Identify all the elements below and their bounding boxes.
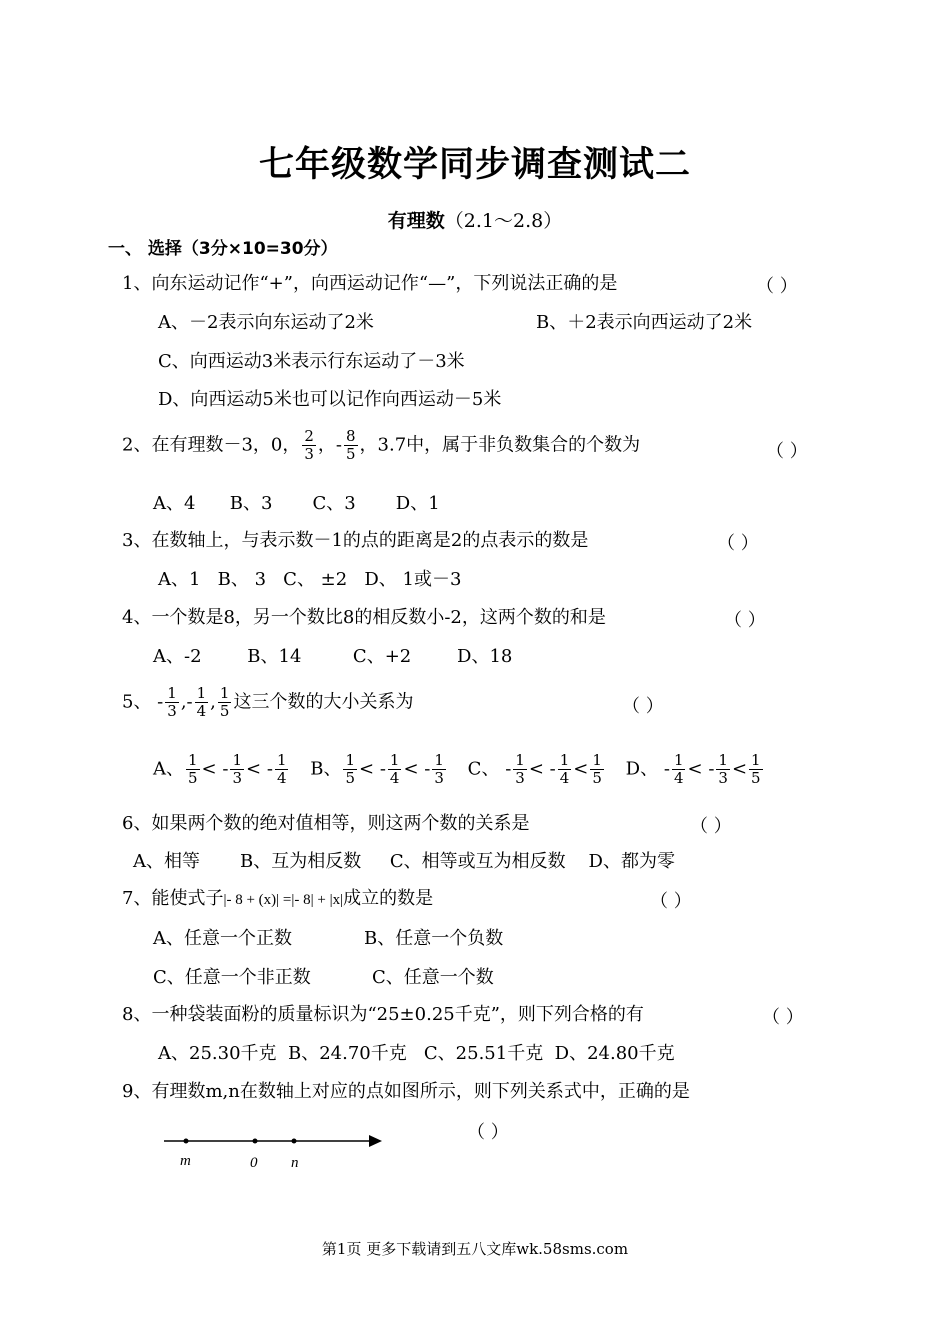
q2-pre: 2、在有理数－3，0， — [122, 434, 301, 456]
q1-option-c: C、向西运动3米表示行东运动了－3米 — [158, 351, 465, 372]
q4-options: A、-2 B、14 C、+2 D、18 — [153, 646, 513, 667]
q7-option-c: C、任意一个非正数 — [153, 967, 311, 988]
q2-fraction-1: $\frac{2}{3}$ — [304, 427, 314, 463]
q5-option-a: A、 $\frac{1}{5}$ < - $\frac{1}{3}$ < - $\frac{1}{4}$ — [153, 751, 287, 787]
point-n — [292, 1139, 297, 1144]
label-m: m — [180, 1153, 191, 1169]
q4-answer-paren[interactable]: （ ） — [724, 610, 766, 631]
q4-stem: 4、一个数是8，另一个数比8的相反数小-2，这两个数的和是 — [122, 607, 606, 628]
q8-answer-paren[interactable]: （ ） — [762, 1007, 804, 1028]
q2-answer-paren[interactable]: （ ） — [766, 441, 808, 462]
q2-post: ，3.7中，属于非负数集合的个数为 — [359, 434, 641, 456]
q2-stem — [122, 428, 640, 463]
q3-answer-paren[interactable]: （ ） — [717, 533, 759, 554]
number-line-figure — [160, 1128, 390, 1173]
page-subtitle — [0, 206, 950, 233]
q5-answer-paren[interactable]: （ ） — [622, 696, 664, 717]
q1-answer-paren[interactable]: （ ） — [756, 276, 798, 297]
q8-stem: 8、一种袋装面粉的质量标识为“25±0.25千克”，则下列合格的有 — [122, 1004, 644, 1025]
q7-answer-paren[interactable]: （ ） — [650, 891, 692, 912]
q3-options: A、1 B、 3 C、 ±2 D、 1或－3 — [158, 569, 462, 590]
q7-option-d: C、任意一个数 — [372, 967, 494, 988]
q1-option-b: B、＋2表示向西运动了2米 — [536, 312, 753, 333]
label-n: n — [291, 1155, 299, 1171]
q1-stem: 1、向东运动记作“+”，向西运动记作“—”，下列说法正确的是 — [122, 273, 618, 294]
q7-expression: |- 8 + (x)| =|- 8| + |x| — [223, 892, 344, 908]
q2-options: A、4 B、3 C、3 D、1 — [153, 493, 440, 514]
page-footer: 第1页 更多下载请到五八文库wk.58sms.com — [321, 1240, 629, 1258]
q5-options — [153, 752, 765, 787]
q2-fraction-2: $\frac{8}{5}$ — [346, 427, 356, 463]
q7-option-a: A、任意一个正数 — [153, 928, 292, 949]
q6-options: A、相等 B、互为相反数 C、相等或互为相反数 D、都为零 — [133, 851, 675, 872]
q1-option-a: A、－2表示向东运动了2米 — [158, 312, 374, 333]
q6-stem: 6、如果两个数的绝对值相等，则这两个数的关系是 — [122, 813, 530, 834]
page-title: 七年级数学同步调查测试二 — [258, 145, 691, 185]
label-zero: 0 — [250, 1155, 258, 1171]
q5-stem: 5、 - $\frac{1}{3}$ ,- $\frac{1}{4}$ , $\frac{1}{5}$ 这三个数的大小关系为 — [122, 684, 414, 720]
q3-stem: 3、在数轴上，与表示数－1的点的距离是2的点表示的数是 — [122, 530, 589, 551]
q1-option-d: D、向西运动5米也可以记作向西运动－5米 — [158, 389, 502, 410]
subtitle-main: 有理数 — [387, 210, 445, 232]
q2-sep: ，- — [317, 434, 342, 456]
point-zero — [253, 1139, 258, 1144]
arrow-right-icon — [369, 1135, 382, 1147]
q5-option-b: B、 $\frac{1}{5}$ < - $\frac{1}{4}$ < - $\frac{1}{3}$ — [310, 751, 444, 787]
section-heading: 一、 选择（3分×10=30分） — [108, 239, 338, 259]
q9-stem: 9、有理数m,n在数轴上对应的点如图所示，则下列关系式中，正确的是 — [122, 1081, 690, 1102]
q9-answer-paren[interactable]: （ ） — [467, 1122, 509, 1143]
q7-stem: 7、能使式子|- 8 + (x)| =|- 8| + |x|成立的数是 — [122, 888, 434, 909]
subtitle-range: （2.1～2.8） — [444, 210, 563, 232]
q5-option-c: C、 - $\frac{1}{3}$ < - $\frac{1}{4}$ < $\frac{1}{5}$ — [467, 751, 602, 787]
q5-option-d: D、 - $\frac{1}{4}$ < - $\frac{1}{3}$ < $\frac{1}{5}$ — [625, 751, 761, 787]
q6-answer-paren[interactable]: （ ） — [690, 816, 732, 837]
q8-options: A、25.30千克 B、24.70千克 C、25.51千克 D、24.80千克 — [158, 1043, 675, 1064]
point-m — [184, 1139, 189, 1144]
q7-option-b: B、任意一个负数 — [364, 928, 504, 949]
